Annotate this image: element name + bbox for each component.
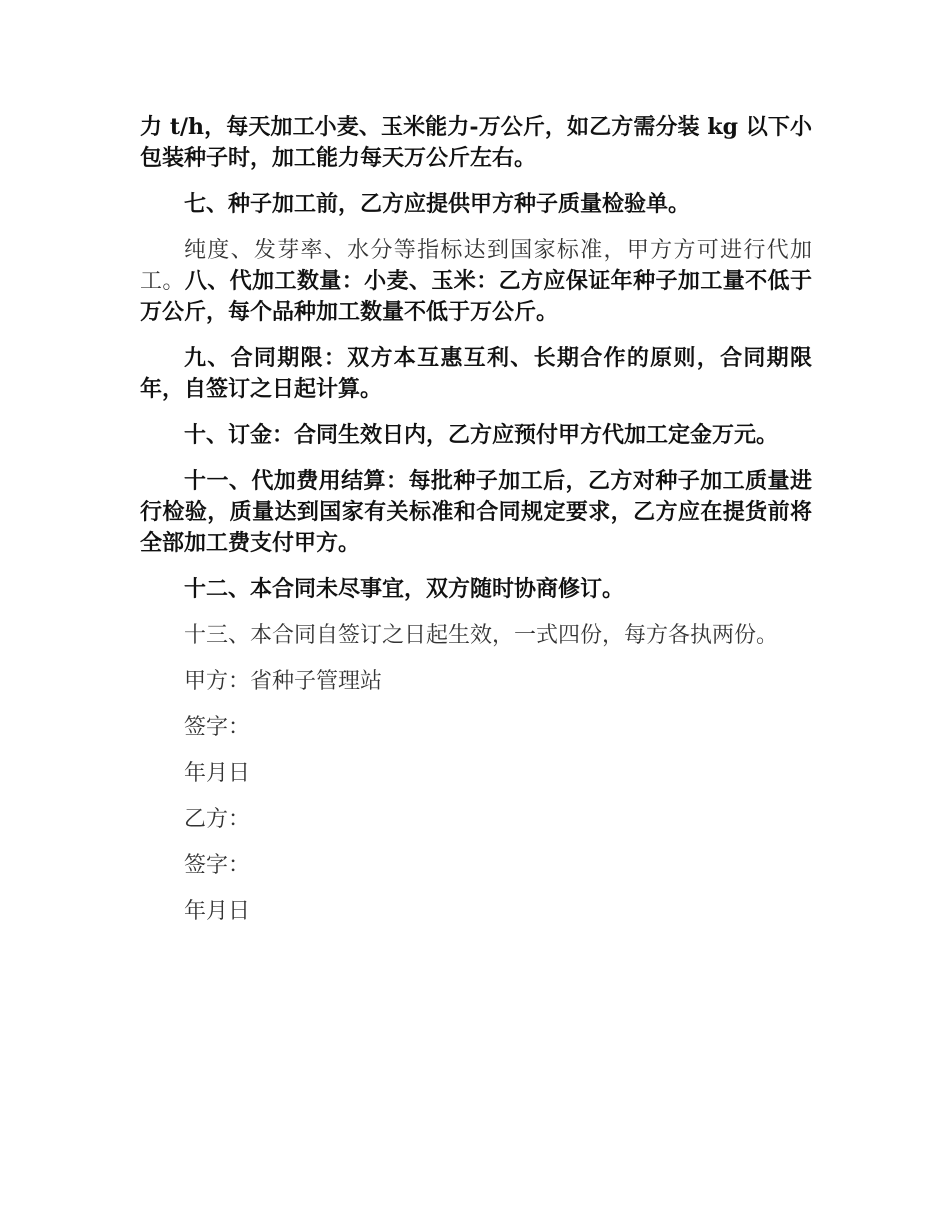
quality-standard-text: 纯度、发芽率、水分等指标达到国家标准，甲方方可进行代加工。 (140, 238, 812, 294)
party-a-date: 年月日 (184, 761, 251, 786)
party-b-name: 乙方： (184, 807, 251, 832)
clause-seven: 七、种子加工前，乙方应提供甲方种子质量检验单。 (184, 191, 691, 217)
party-a-signature: 签字： (184, 715, 251, 740)
clause-twelve: 十二、本合同未尽事宜，双方随时协商修订。 (184, 576, 625, 602)
clause-eight: 八、代加工数量：小麦、玉米：乙方应保证年种子加工量不低于万公斤，每个品种加工数量不低于万公斤。 (140, 268, 812, 325)
clause-thirteen: 十三、本合同自签订之日起生效，一式四份，每方各执两份。 (184, 623, 779, 648)
party-b-date: 年月日 (184, 899, 251, 924)
clause-ten: 十、订金：合同生效日内，乙方应预付甲方代加工定金万元。 (184, 422, 779, 448)
contract-page (140, 112, 812, 942)
clause-eleven: 十一、代加费用结算：每批种子加工后，乙方对种子加工质量进行检验，质量达到国家有关标准和合同规定要求，乙方应在提货前将全部加工费支付甲方。 (140, 468, 812, 556)
clause-eight-paragraph (140, 235, 812, 328)
clause-nine: 九、合同期限：双方本互惠互利、长期合作的原则，合同期限年，自签订之日起计算。 (140, 345, 812, 402)
party-b-signature: 签字： (184, 853, 251, 878)
paragraph-processing-capacity: 力 t/h，每天加工小麦、玉米能力-万公斤，如乙方需分装 kg 以下小包装种子时，加工能力每天万公斤左右。 (140, 114, 812, 171)
party-a-name: 甲方：省种子管理站 (184, 669, 383, 694)
